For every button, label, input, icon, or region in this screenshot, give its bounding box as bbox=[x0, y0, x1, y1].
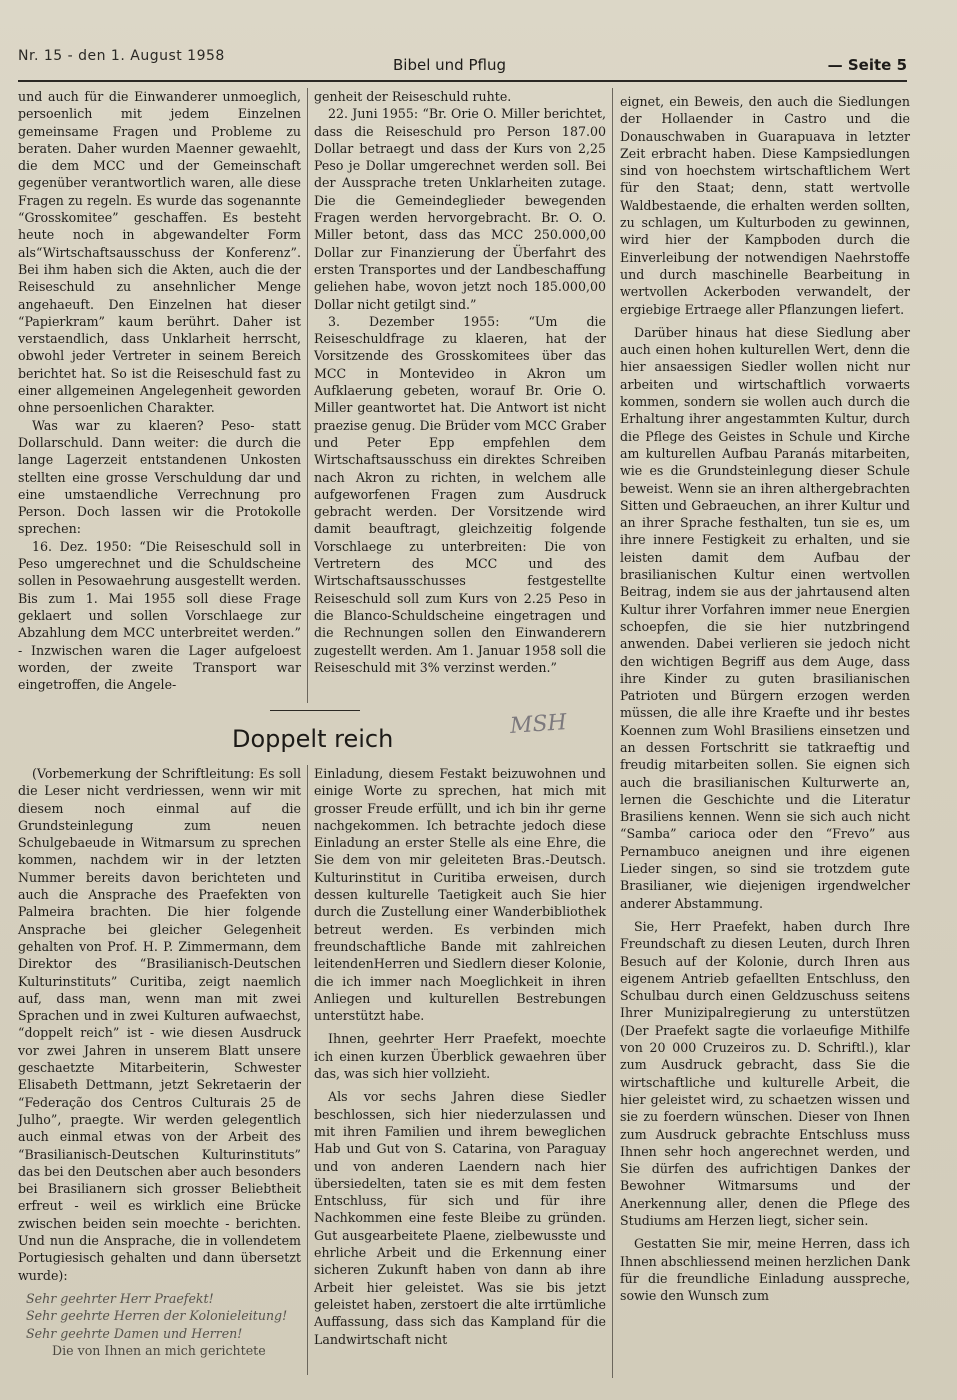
paragraph: Einladung, diesem Festakt beizuwohnen und einige Worte zu sprechen, hat mich mit grosser Freude erfüllt, und ich bin ihr gerne nachgekommen. Ich betrachte jedoch diese Einladung an erster Stelle als eine Ehre, die Sie dem von mir geleiteten Bras.-Deutsch. Kulturinstitut in Curitiba erweisen, durch dessen kulturelle Taetigkeit auch Sie hier durch die Zustellung einer Wanderbibliothek betreut werden. Es verbinden mich freundschaftliche Bande mit zahlreichen leitendenHerren und Siedlern dieser Kolonie, die ich immer nach Moeglichkeit in ihren Anliegen und kulturellen Bestrebungen unterstützt habe. bbox=[314, 766, 606, 1024]
greeting-line: Sehr geehrte Herren der Kolonieleitung! bbox=[26, 1308, 288, 1324]
paragraph: Sie, Herr Praefekt, haben durch Ihre Freundschaft zu diesen Leuten, durch Ihren Besuch auf der Kolonie, durch Ihren aus eigenem Antrieb gefaellten Entschluss, den Schulbau durch einen Geldzuschuss seitens Ihrer Munizipalregierung zu unterstützen (Der Praefekt sagte die vorlaeufige Mithilfe von 20 000 Cruzeiros zu. D. Schriftl.), klar zum Ausdruck gebracht, dass Sie die wirtschaftliche und kulturelle Arbeit, die hier geleistet wird, zu schaetzen wissen und sie zu foerdern wünschen. Dieser von Ihnen zum Ausdruck gebrachte Entschluss muss Ihnen sehr hoch angerechnet werden, und Sie dürfen des aufrichtigen Dankes der Bewohner Witmarsums und der Anerkennung aller, denen die Pflege des Studiums am Herzen liegt, sicher sein. bbox=[620, 918, 910, 1228]
paragraph: und auch für die Einwanderer unmoeglich, persoenlich mit jedem Einzelnen gemeinsame Fragen und Probleme zu beraten. Daher wurden Maenner gewaehlt, die dem MCC und der Gemeinschaft gegenüber verantwortlich waren, alle diese Fragen zu regeln. Es wurde das sogenannte “Grosskomitee” geschaffen. Es besteht heute noch in abgewandelter Form als“Wirtschaftsausschuss der Konferenz”. Bei ihm haben sich die Akten, auch die der Reiseschuld zu ansehnlicher Menge angehaeuft. Den Einzelnen hat dieser “Papierkram” kaum berührt. Daher ist verstaendlich, dass Unklarheit herrscht, obwohl jeder Vertreter in seinem Bereich berichtet hat. So ist die Reiseschuld fast zu einer allgemeinen Angelegenheit geworden ohne persoenlichen Charakter. bbox=[18, 89, 301, 416]
column-2-top bbox=[314, 88, 606, 676]
column-rule bbox=[612, 88, 613, 1378]
paragraph: eignet, ein Beweis, den auch die Siedlungen der Hollaender in Castro und die Donauschwaben in Guarapuava in letzter Zeit erbracht haben. Diese Kampsiedlungen sind von hoechstem wirtschaftlichem Wert für den Staat; denn, statt wertvolle Waldbestaende, die erhalten werden sollten, zu schlagen, um Kulturboden zu gewinnen, wird hier der Kampboden durch die Einverleibung der notwendigen Naehrstoffe und durch maschinelle Bearbeitung in wertvollen Ackerboden verwandelt, der ergiebige Ertraege aller Pflanzungen liefert. bbox=[620, 94, 910, 317]
paragraph: Als vor sechs Jahren diese Siedler beschlossen, sich hier niederzulassen und mit ihren Familien und ihrem beweglichen Hab und Gut von S. Catarina, von Paraguay und von anderen Laendern nach hier übersiedelten, taten sie es mit dem festen Entschluss, für sich und für ihre Nachkommen eine feste Bleibe zu gründen. Gut ausgearbeitete Plaene, zielbewusste und ehrliche Arbeit und die Erkennung einer sicheren Zukunft haben von dann ab ihre Arbeit hier geleistet. Was sie bis jetzt geleistet haben, zerstoert die alte irrtümliche Auffassung, dass sich das Kampland für die Landwirtschaft nicht bbox=[314, 1089, 606, 1347]
paragraph: 3. Dezember 1955: “Um die Reiseschuldfrage zu klaeren, hat der Vorsitzende des Grosskomitees über das MCC in Montevideo in Akron um Aufklaerung gebeten, worauf Br. Orie O. Miller geantwortet hat. Die Antwort ist nicht praezise genug. Die Brüder vom MCC Graber und Peter Epp empfehlen dem Wirtschaftsausschuss ein direktes Schreiben nach Akron zu richten, in welchem alle aufgeworfenen Fragen zum Ausdruck gebracht werden. Der Vorsitzende wird damit beauftragt, gleichzeitig folgende Vorschlaege zu unterbreiten: Die von Vertretern des MCC und des Wirtschaftsausschusses festgestellte Reiseschuld soll zum Kurs von 2.25 Peso in die Blanco-Schuldscheine eingetragen und die Rechnungen sollen den Einwanderern zugestellt werden. Am 1. Januar 1958 soll die Reiseschuld mit 3% verzinst werden.” bbox=[314, 313, 606, 675]
paragraph: Die von Ihnen an mich gerichtete bbox=[52, 1342, 266, 1358]
paragraph: 22. Juni 1955: “Br. Orie O. Miller berichtet, dass die Reiseschuld pro Person 187.00 Dollar betraegt und dass der Kurs von 2,25 Peso je Dollar umgerechnet werden soll. Bei der Aussprache treten Unklarheiten zutage. Die die Gemeindeglieder bewegenden Fragen werden hervorgebracht. Br. O. O. Miller betont, dass das MCC 250.000,00 Dollar zur Finanzierung der Überfahrt des ersten Transportes und der Landbeschaffung geliehen habe, wovon jetzt noch 185.000,00 Dollar nicht getilgt sind.” bbox=[314, 106, 606, 312]
newspaper-title: Bibel und Pflug bbox=[393, 56, 506, 74]
paragraph: (Vorbemerkung der Schriftleitung: Es soll die Leser nicht verdriessen, wenn wir mit diesem noch einmal auf die Grundsteinlegung zum neuen Schulgebaeude in Witmarsum zu sprechen kommen, nachdem wir in der letzten Nummer bereits davon berichteten und auch die Ansprache des Praefekten von Palmeira brachten. Die hier folgende Ansprache bei gleicher Gelegenheit gehalten von Prof. H. P. Zimmermann, dem Direktor des “Brasilianisch-Deutschen Kulturinstituts” Curitiba, zeigt naemlich auf, dass man, wenn man mit zwei Sprachen und in zwei Kulturen aufwaechst, “doppelt reich” ist - wie diesen Ausdruck vor zwei Jahren in unserem Blatt unsere geschaetzte Mitarbeiterin, Schwester Elisabeth Dettmann, jetzt Sekretaerin der “Federação dos Centros Culturais 25 de Julho”, praegte. Wir werden gelegentlich auch einmal etwas von der Arbeit des “Brasilianisch-Deutschen Kulturinstituts” das bei den Deutschen aber auch besonders bei Brasilianern sich grosser Beliebtheit erfreut - weil es wirklich eine Brücke zwischen beiden sein moechte - berichten. Und nun die Ansprache, die in vollendetem Portugiesisch gehalten und dann übersetzt wurde): bbox=[18, 766, 301, 1283]
column-2-article bbox=[314, 765, 606, 1348]
header-rule bbox=[18, 80, 907, 82]
column-rule bbox=[307, 88, 308, 703]
paragraph: Was war zu klaeren? Peso- statt Dollarschuld. Dann weiter: die durch die lange Lagerzeit entstandenen Unkosten stellten eine grosse Verschuldung dar und eine umstaendliche Verrechnung pro Person. Doch lassen wir die Protokolle sprechen: bbox=[18, 417, 301, 537]
article-divider bbox=[270, 710, 360, 711]
page-header bbox=[18, 38, 907, 78]
column-1-top bbox=[18, 88, 301, 693]
column-rule bbox=[307, 765, 308, 1375]
article-headline: Doppelt reich bbox=[232, 725, 394, 753]
paragraph: genheit der Reiseschuld ruhte. bbox=[314, 89, 512, 104]
handwritten-initials: MSH bbox=[509, 710, 568, 739]
greeting-line: Sehr geehrter Herr Praefekt! bbox=[26, 1290, 214, 1306]
page-number: — Seite 5 bbox=[827, 56, 907, 74]
issue-date: Nr. 15 - den 1. August 1958 bbox=[18, 48, 225, 64]
paragraph: Gestatten Sie mir, meine Herren, dass ich Ihnen abschliessend meinen herzlichen Dank für die freundliche Einladung ausspreche, sowie den Wunsch zum bbox=[620, 1236, 910, 1304]
paragraph: Darüber hinaus hat diese Siedlung aber auch einen hohen kulturellen Wert, denn die hier ansaessigen Siedler wollen nicht nur arbeiten und wirtschaftlich vorwaerts kommen, sondern sie wollen auch durch die Erhaltung ihrer angestammten Kultur, durch die Pflege des Geistes in Schule und Kirche am kulturellen Aufbau Paranás mitarbeiten, wie es die Grundsteinlegung dieser Schule beweist. Wenn sie an ihren althergebrachten Sitten und Gebraeuchen, an ihrer Kultur und an ihrer Sprache festhalten, tun sie es, um ihre innere Festigkeit zu erhalten, und sie leisten damit dem Aufbau der brasilianischen Kultur einen wertvollen Beitrag, indem sie aus der jahrtausend alten Kultur ihrer Vorfahren immer neue Energien schoepfen, die sie hier nutzbringend anwenden. Dabei verlieren sie jedoch nicht den wichtigen Begriff aus dem Auge, dass ihre Kinder zu guten brasilianischen Patrioten und Bürgern erzogen werden müssen, die alle ihre Kraefte und ihr bestes Koennen zum Wohl Brasiliens einsetzen und an dessen Fortschritt sie tatkraeftig und freudig mitarbeiten sollen. Sie eignen sich auch die brasilianischen Kulturwerte an, lernen die Geschichte und die Literatur Brasiliens kennen. Wenn sie sich auch nicht “Samba” carioca oder den “Frevo” aus Pernambuco aneignen und ihre eigenen Lieder singen, so sind sie trotzdem gute Brasilianer, wie diejenigen irgendwelcher anderer Abstammung. bbox=[620, 324, 910, 911]
paragraph: 16. Dez. 1950: “Die Reiseschuld soll in Peso umgerechnet und die Schuldscheine sollen in Pesowaehrung ausgestellt werden. Bis zum 1. Mai 1955 soll diese Frage geklaert und sollen Vorschlaege zur Abzahlung dem MCC unterbreitet werden.” - Inzwischen waren die Lager aufgeloest worden, der zweite Transport war eingetroffen, die Angele- bbox=[18, 538, 301, 693]
column-1-article bbox=[18, 765, 301, 1359]
paragraph: Ihnen, geehrter Herr Praefekt, moechte ich einen kurzen Überblick gewaehren über das, was sich hier vollzieht. bbox=[314, 1031, 606, 1082]
greeting-line: Sehr geehrte Damen und Herren! bbox=[26, 1325, 243, 1341]
column-3 bbox=[620, 93, 910, 1304]
